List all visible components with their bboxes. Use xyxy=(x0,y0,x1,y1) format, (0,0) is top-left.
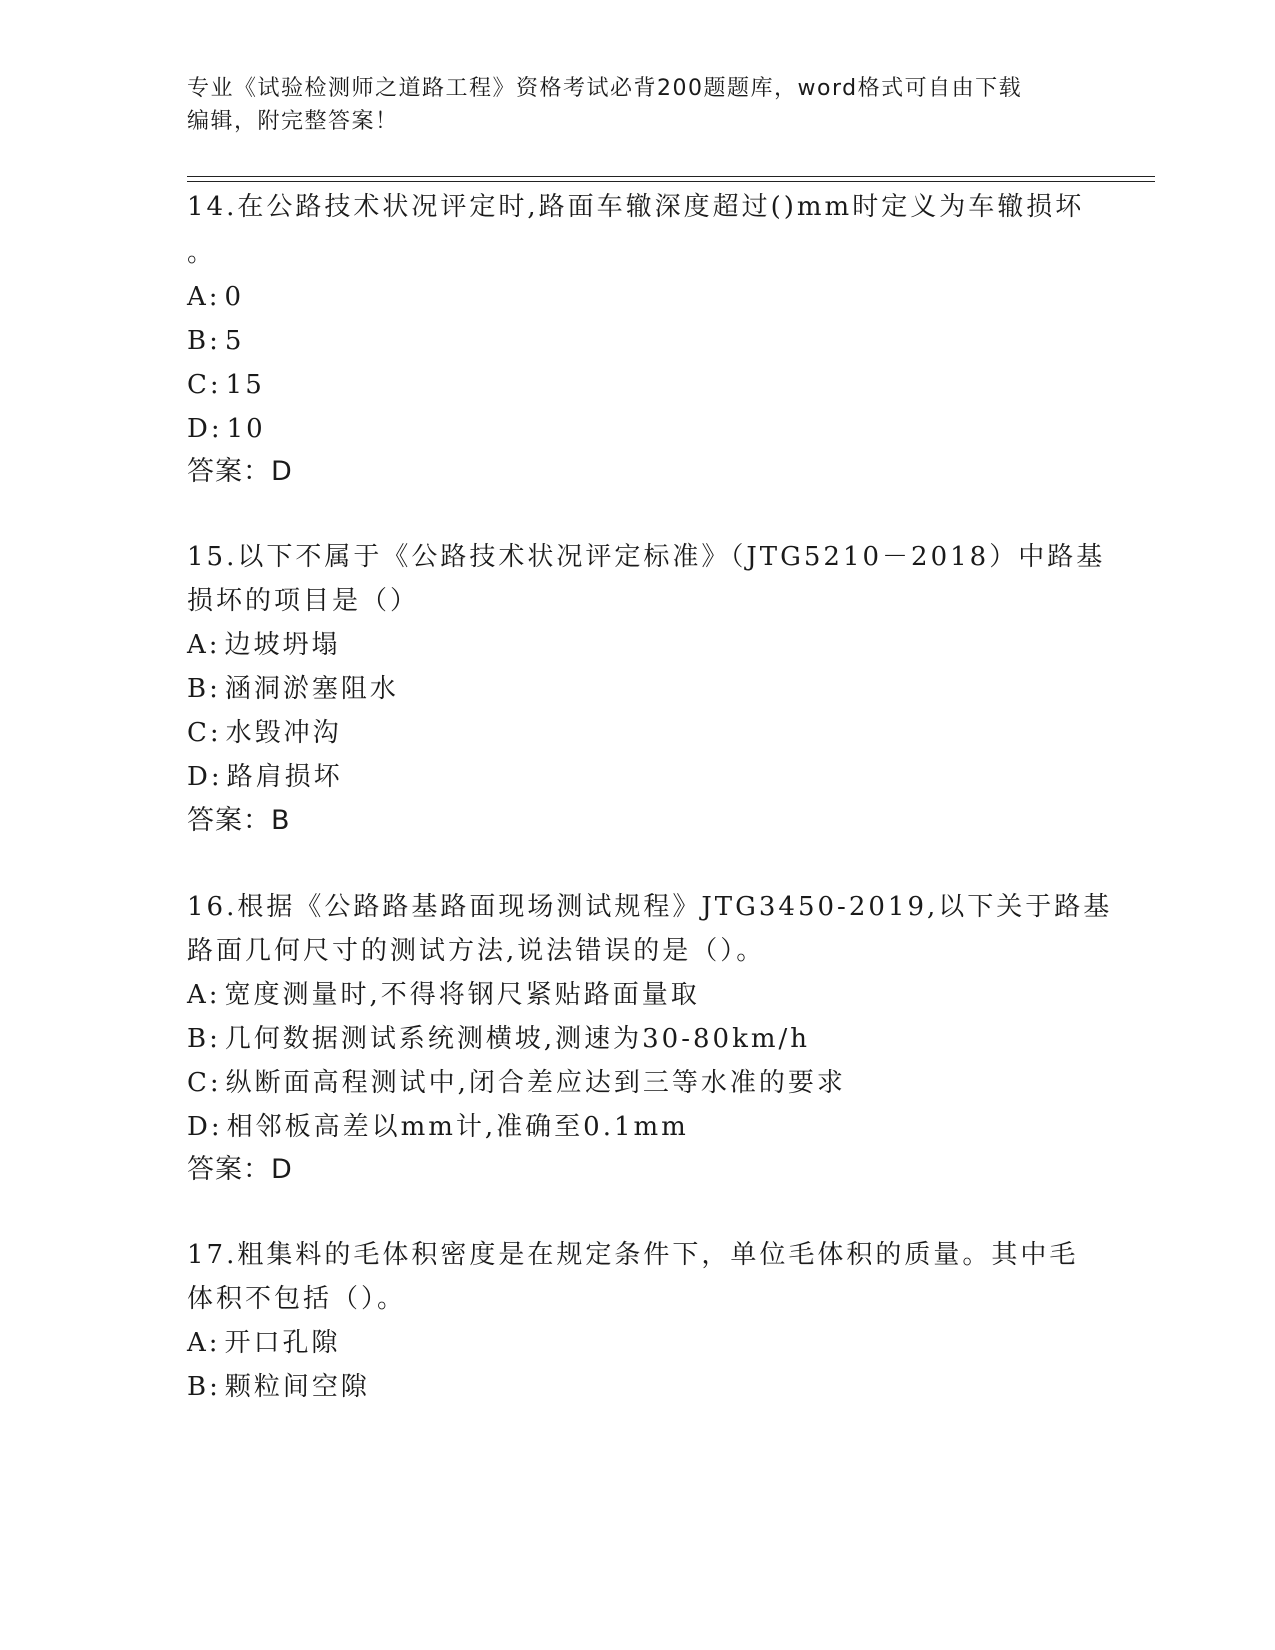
option-text: 15 xyxy=(225,370,265,400)
question-14-stem-line-1: 14.在公路技术状况评定时,路面车辙深度超过()mm时定义为车辙损坏 xyxy=(187,192,1085,222)
option-letter: A: xyxy=(187,630,221,660)
question-16-option-a xyxy=(187,978,700,1012)
option-text: 路肩损坏 xyxy=(226,762,343,792)
question-16-stem-line-2: 路面几何尺寸的测试方法,说法错误的是（）。 xyxy=(187,936,766,966)
option-text: 10 xyxy=(226,414,266,444)
question-15-option-c xyxy=(187,716,342,750)
option-letter: B: xyxy=(187,1024,221,1054)
header-line-1: 专业《试验检测师之道路工程》资格考试必背200题题库，word格式可自由下载 xyxy=(187,76,1023,101)
option-text: 5 xyxy=(224,326,245,356)
question-15-option-d xyxy=(187,760,343,794)
option-text: 宽度测量时,不得将钢尺紧贴路面量取 xyxy=(224,980,700,1010)
question-16-option-d xyxy=(187,1110,689,1144)
option-letter: B: xyxy=(187,1372,221,1402)
question-15-option-b xyxy=(187,672,399,706)
question-15-stem-line-1: 15.以下不属于《公路技术状况评定标准》（JTG5210－2018）中路基 xyxy=(187,542,1106,572)
question-14-stem-line-2: 。 xyxy=(187,238,217,268)
question-16-answer: 答案：D xyxy=(187,1154,293,1185)
question-17-option-a xyxy=(187,1326,341,1360)
option-letter: A: xyxy=(187,282,221,312)
option-letter: D: xyxy=(187,762,223,792)
question-14-option-a xyxy=(187,280,244,314)
header-line-2: 编辑，附完整答案！ xyxy=(187,109,399,134)
option-text: 边坡坍塌 xyxy=(224,630,341,660)
option-letter: C: xyxy=(187,1068,222,1098)
question-14-option-c xyxy=(187,368,265,402)
question-16-stem-line-1: 16.根据《公路路基路面现场测试规程》JTG3450-2019,以下关于路基 xyxy=(187,892,1113,922)
question-14-option-b xyxy=(187,324,244,358)
option-text: 几何数据测试系统测横坡,测速为30-80km/h xyxy=(224,1024,811,1054)
option-text: 纵断面高程测试中,闭合差应达到三等水准的要求 xyxy=(225,1068,846,1098)
option-text: 水毁冲沟 xyxy=(225,718,342,748)
option-text: 颗粒间空隙 xyxy=(224,1372,370,1402)
question-15-option-a xyxy=(187,628,341,662)
option-letter: B: xyxy=(187,674,221,704)
option-letter: D: xyxy=(187,414,223,444)
option-letter: C: xyxy=(187,370,222,400)
question-15-stem-line-2: 损坏的项目是（） xyxy=(187,586,420,616)
question-14-answer: 答案：D xyxy=(187,456,293,487)
question-17-stem-line-1: 17.粗集料的毛体积密度是在规定条件下，单位毛体积的质量。其中毛 xyxy=(187,1240,1079,1270)
option-text: 涵洞淤塞阻水 xyxy=(224,674,399,704)
option-text: 相邻板高差以mm计,准确至0.1mm xyxy=(226,1112,689,1142)
question-16-option-b xyxy=(187,1022,810,1056)
option-letter: B: xyxy=(187,326,221,356)
question-17-stem-line-2: 体积不包括（）。 xyxy=(187,1284,407,1314)
option-letter: A: xyxy=(187,980,221,1010)
question-15-answer: 答案：B xyxy=(187,805,291,836)
option-text: 0 xyxy=(224,282,245,312)
question-17-option-b xyxy=(187,1370,370,1404)
option-letter: D: xyxy=(187,1112,223,1142)
option-letter: A: xyxy=(187,1328,221,1358)
question-14-option-d xyxy=(187,412,266,446)
option-text: 开口孔隙 xyxy=(224,1328,341,1358)
option-letter: C: xyxy=(187,718,222,748)
question-16-option-c xyxy=(187,1066,846,1100)
header-divider-bottom xyxy=(187,181,1155,182)
document-header xyxy=(187,72,1067,138)
header-divider-top xyxy=(187,176,1155,177)
